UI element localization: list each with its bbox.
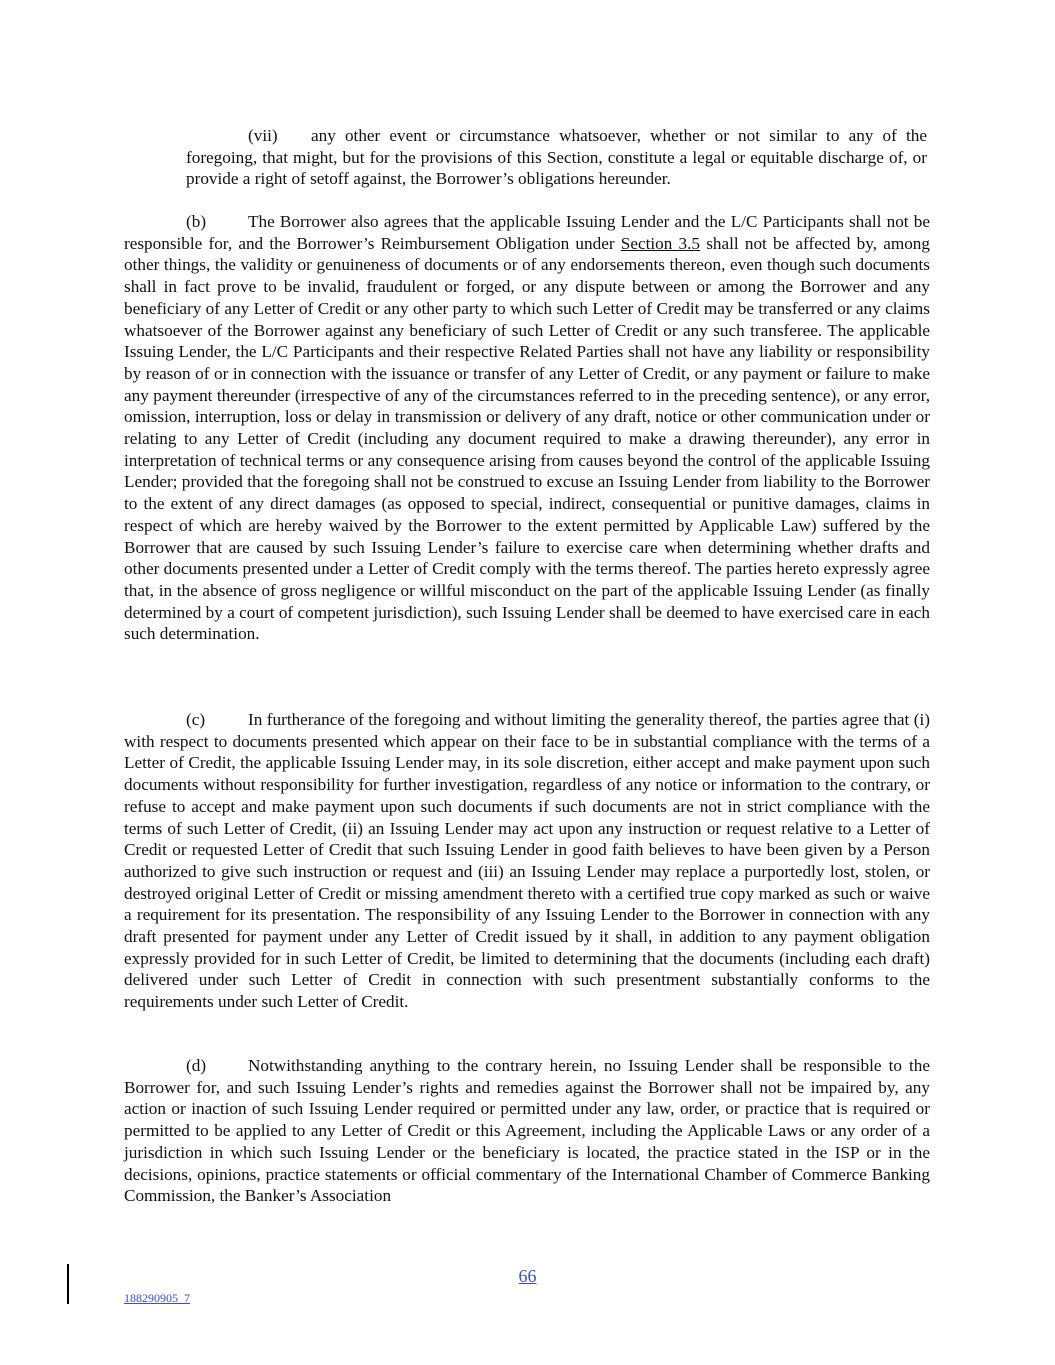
paragraph-label: (c)	[186, 710, 206, 729]
paragraph-text-continued: shall not be affected by, among other things, the validity or genuineness of documents or of any endorsements thereon, even though such documents shall in fact prove to be invalid, fraudulent or forged, or any dispute between or among the Borrower and any beneficiary of any Letter of Credit or any other party to which such Letter of Credit may be transferred or any claims whatsoever of the Borrower against any beneficiary of such Letter of Credit or any such transferee. The applicable Issuing Lender, the L/C Participants and their respective Related Parties shall not have any liability or responsibility by reason of or in connection with the issuance or transfer of any Letter of Credit, or any payment or failure to make any payment thereunder (irrespective of any of the circumstances referred to in the preceding sentence), or any error, omission, interruption, loss or delay in transmission or delivery of any draft, notice or other communication under or relating to any Letter of Credit (including any document required to make a drawing thereunder), any error in interpretation of technical terms or any consequence arising from causes beyond the control of the applicable Issuing Lender; provided that the foregoing shall not be construed to excuse an Issuing Lender from liability to the Borrower to the extent of any direct damages (as opposed to special, indirect, consequential or punitive damages, claims in respect of which are hereby waived by the Borrower to the extent permitted by Applicable Law) suffered by the Borrower that are caused by such Issuing Lender’s failure to exercise care when determining whether drafts and other documents presented under a Letter of Credit comply with the terms thereof. The parties hereto expressly agree that, in the absence of gross negligence or willful misconduct on the part of the applicable Issuing Lender (as finally determined by a court of competent jurisdiction), such Issuing Lender shall be deemed to have exercised care in each such determination.	[124, 233, 930, 644]
paragraph-vii	[186, 125, 927, 190]
paragraph-b	[124, 211, 930, 645]
paragraph-text: any other event or circumstance whatsoever, whether or not similar to any of the foregoing, that might, but for the provisions of this Section, constitute a legal or equitable discharge of, or provide a right of setoff against, the Borrower’s obligations hereunder.	[186, 126, 927, 189]
paragraph-label: (b)	[186, 212, 207, 231]
paragraph-d	[124, 1055, 930, 1207]
paragraph-label: (d)	[186, 1056, 207, 1075]
paragraph-text: In furtherance of the foregoing and without limiting the generality thereof, the parties agree that (i) with respect to documents presented which appear on their face to be in substantial compliance with the terms of a Letter of Credit, the applicable Issuing Lender may, in its sole discretion, either accept and make payment upon such documents without responsibility for further investigation, regardless of any notice or information to the contrary, or refuse to accept and make payment upon such documents if such documents are not in strict compliance with the terms of such Letter of Credit, (ii) an Issuing Lender may act upon any instruction or request relative to a Letter of Credit or requested Letter of Credit that such Issuing Lender in good faith believes to have been given by a Person authorized to give such instruction or request and (iii) an Issuing Lender may replace a purportedly lost, stolen, or destroyed original Letter of Credit or missing amendment thereto with a certified true copy marked as such or waive a requirement for its presentation. The responsibility of any Issuing Lender to the Borrower in connection with any draft presented for payment under any Letter of Credit issued by it shall, in addition to any payment obligation expressly provided for in such Letter of Credit, be limited to determining that the documents (including each draft) delivered under such Letter of Credit in connection with such presentment substantially conforms to the requirements under such Letter of Credit.	[124, 710, 930, 1012]
page-number: 66	[518, 1266, 537, 1286]
paragraph-c	[124, 709, 930, 1013]
paragraph-text: The Borrower also agrees that the applicable Issuing Lender and the L/C Participants shall not be responsible for, and the Borrower’s Reimbursement Obligation under	[124, 212, 930, 253]
section-reference-link[interactable]: Section 3.5	[620, 233, 700, 253]
paragraph-text: Notwithstanding anything to the contrary herein, no Issuing Lender shall be responsible to the Borrower for, and such Issuing Lender’s rights and remedies against the Borrower shall not be impaired by, any action or inaction of such Issuing Lender required or permitted under any law, order, or practice that is required or permitted to be applied to any Letter of Credit or this Agreement, including the Applicable Laws or any order of a jurisdiction in which such Issuing Lender or the beneficiary is located, the practice stated in the ISP or in the decisions, opinions, practice statements or official commentary of the International Chamber of Commerce Banking Commission, the Banker’s Association	[124, 1056, 930, 1206]
paragraph-label: (vii)	[248, 126, 278, 145]
document-id: 188290905_7	[124, 1291, 190, 1305]
